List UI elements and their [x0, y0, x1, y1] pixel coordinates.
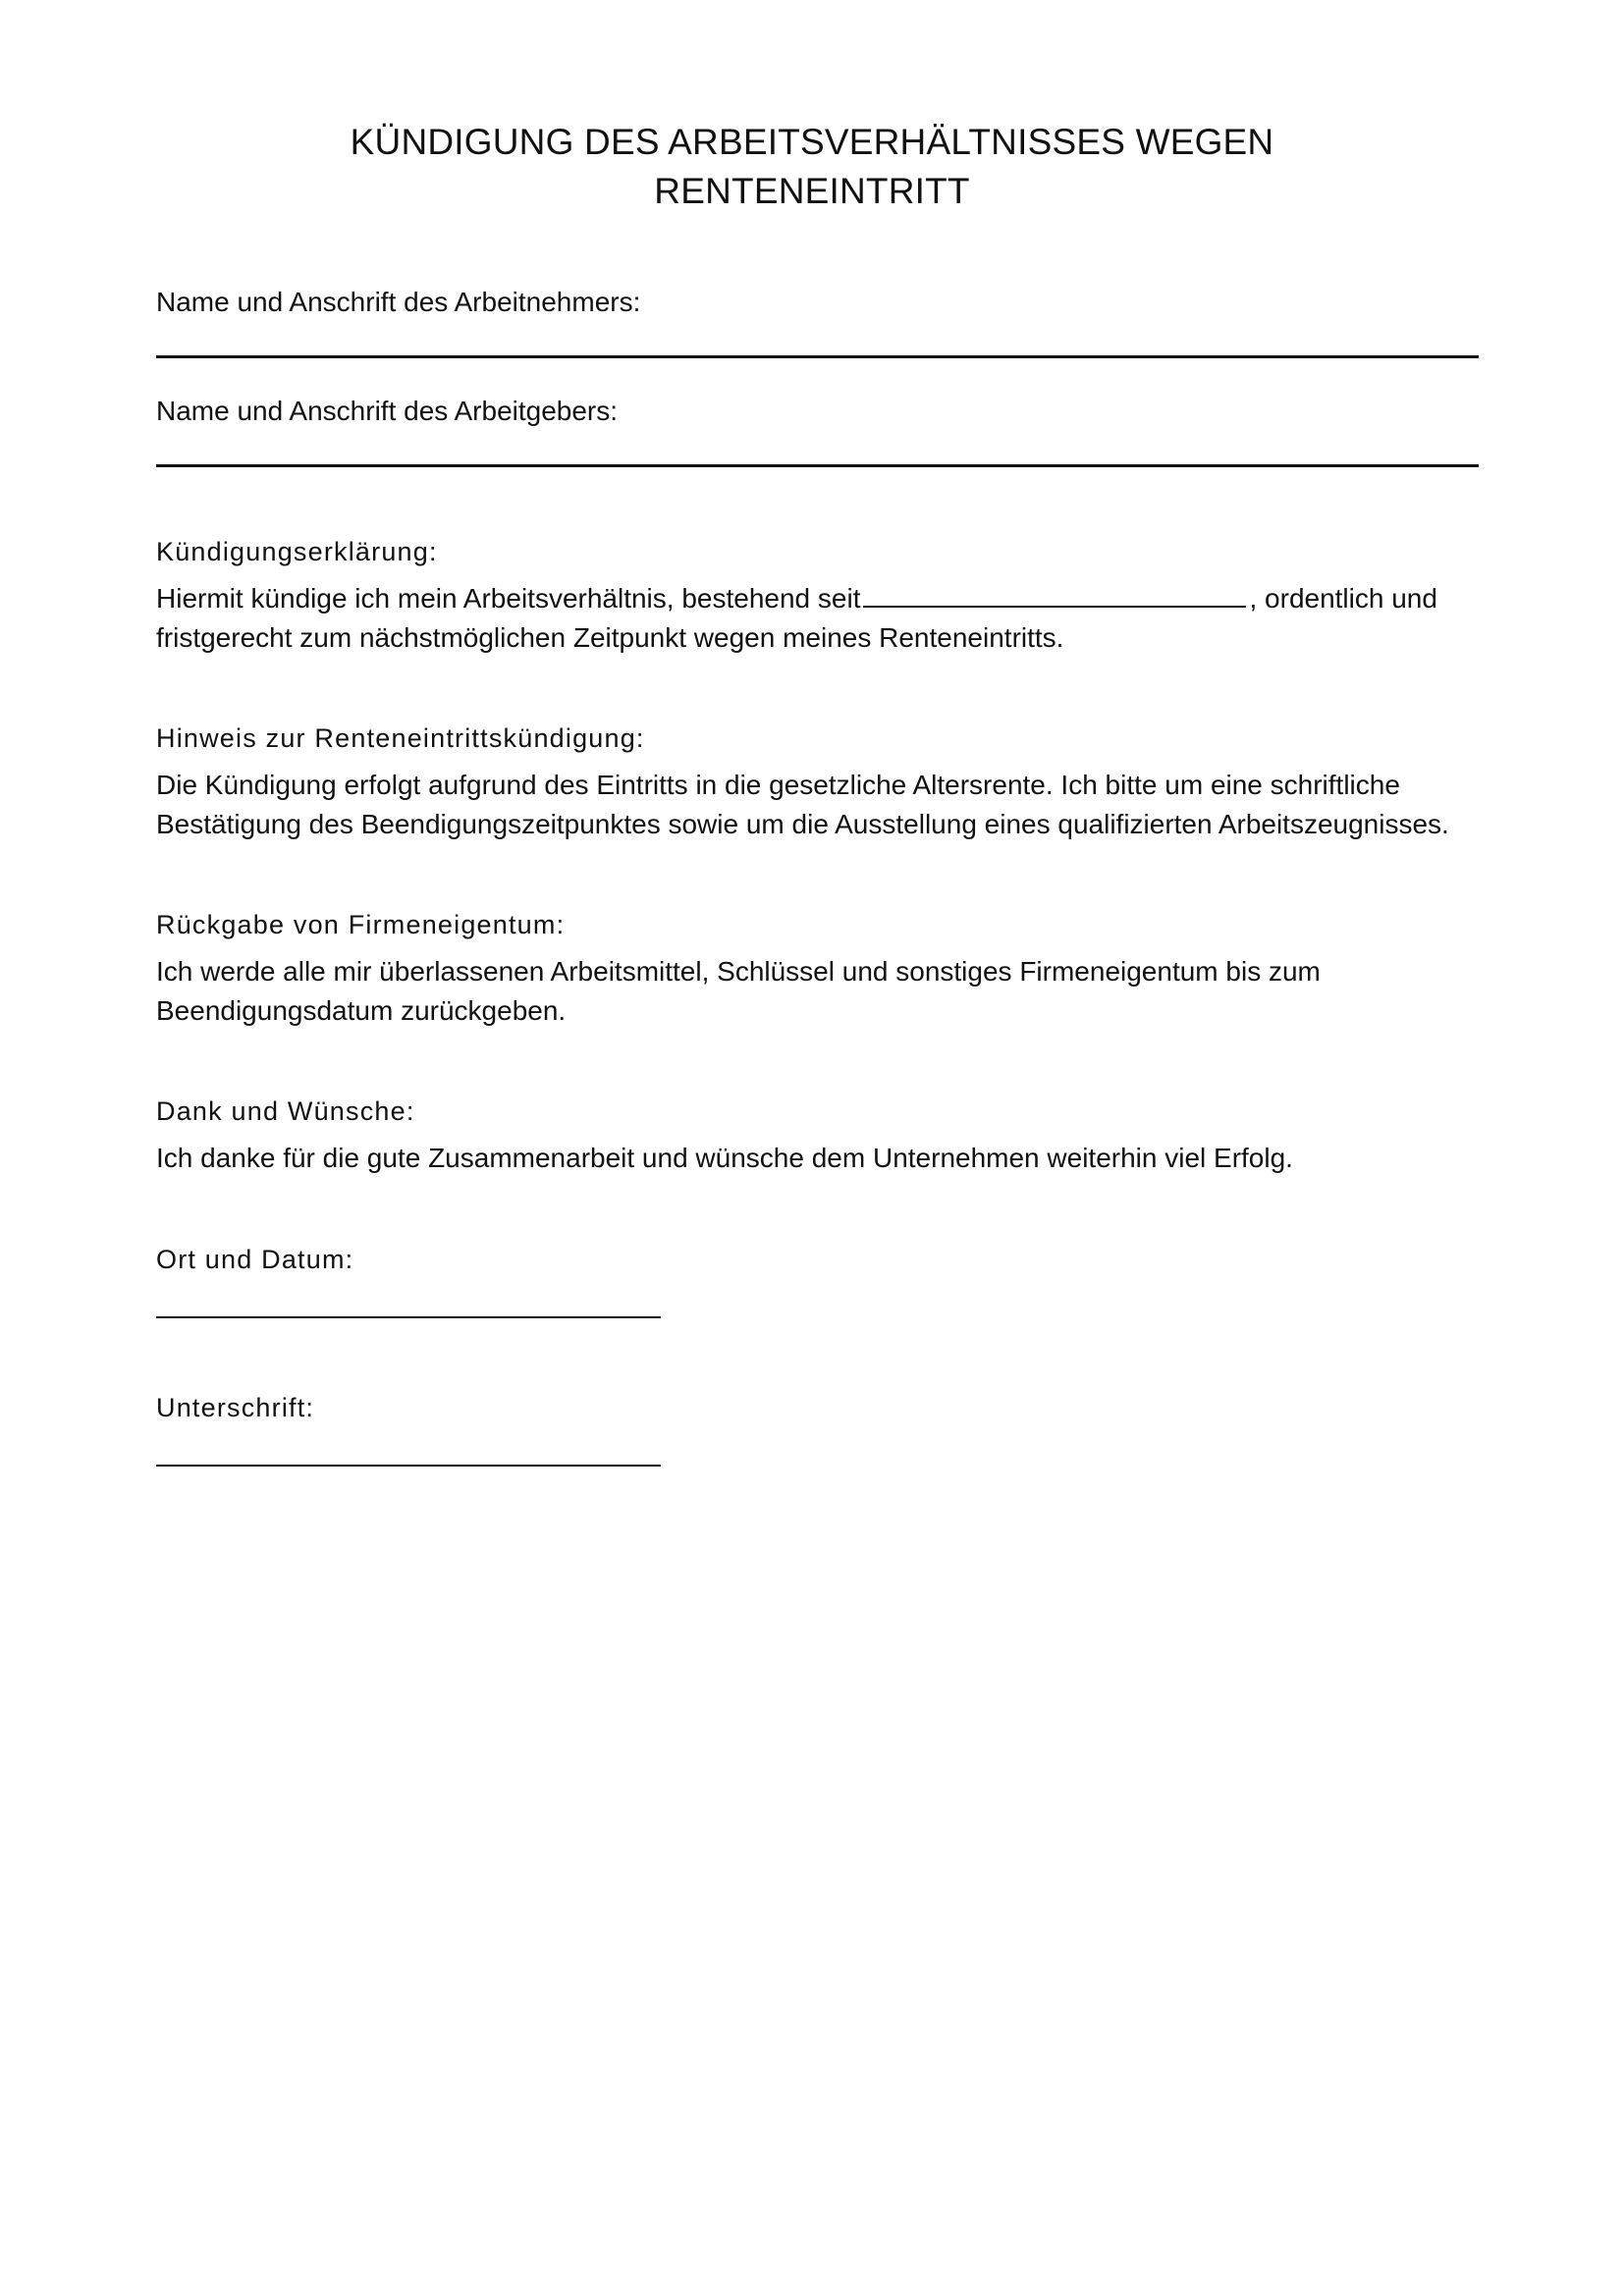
signature-label: Unterschrift:	[156, 1393, 315, 1422]
employment-start-date-blank[interactable]	[863, 580, 1246, 608]
place-date-line[interactable]	[156, 1316, 661, 1318]
thanks-heading: Dank und Wünsche:	[156, 1096, 415, 1126]
title-line-1: KÜNDIGUNG DES ARBEITSVERHÄLTNISSES WEGEN	[350, 122, 1274, 162]
notice-text: Die Kündigung erfolgt aufgrund des Eintritts in die gesetzliche Altersrente. Ich bitte um eine schriftliche Bestätigung des Beendigungszeitpunktes sowie um die Ausstellung eines qualifizierten Arbeitszeugnisses.	[156, 770, 1449, 839]
employee-entry-line[interactable]	[156, 355, 1479, 358]
employer-entry-line[interactable]	[156, 464, 1479, 467]
employer-label: Name und Anschrift des Arbeitgebers:	[156, 396, 619, 426]
declaration-text	[156, 579, 1501, 658]
signature-line[interactable]	[156, 1465, 661, 1467]
place-date-label: Ort und Datum:	[156, 1245, 354, 1274]
thanks-text: Ich danke für die gute Zusammenarbeit und wünsche dem Unternehmen weiterhin viel Erfolg.	[156, 1143, 1293, 1173]
document-title	[196, 118, 1428, 216]
title-line-2: RENTENEINTRITT	[654, 171, 970, 211]
employee-label: Name und Anschrift des Arbeitnehmers:	[156, 287, 641, 317]
declaration-heading: Kündigungserklärung:	[156, 537, 438, 566]
property-text: Ich werde alle mir überlassenen Arbeitsmittel, Schlüssel und sonstiges Firmeneigentum bis zum Beendigungsdatum zurückgeben.	[156, 956, 1321, 1026]
property-heading: Rückgabe von Firmeneigentum:	[156, 910, 566, 939]
declaration-text-end: , ordentlich und fristgerecht zum nächstmöglichen Zeitpunkt wegen meines Renteneintritts.	[156, 583, 1437, 653]
declaration-text-start: Hiermit kündige ich mein Arbeitsverhältnis, bestehend seit	[156, 583, 861, 614]
notice-heading: Hinweis zur Renteneintrittskündigung:	[156, 723, 645, 753]
